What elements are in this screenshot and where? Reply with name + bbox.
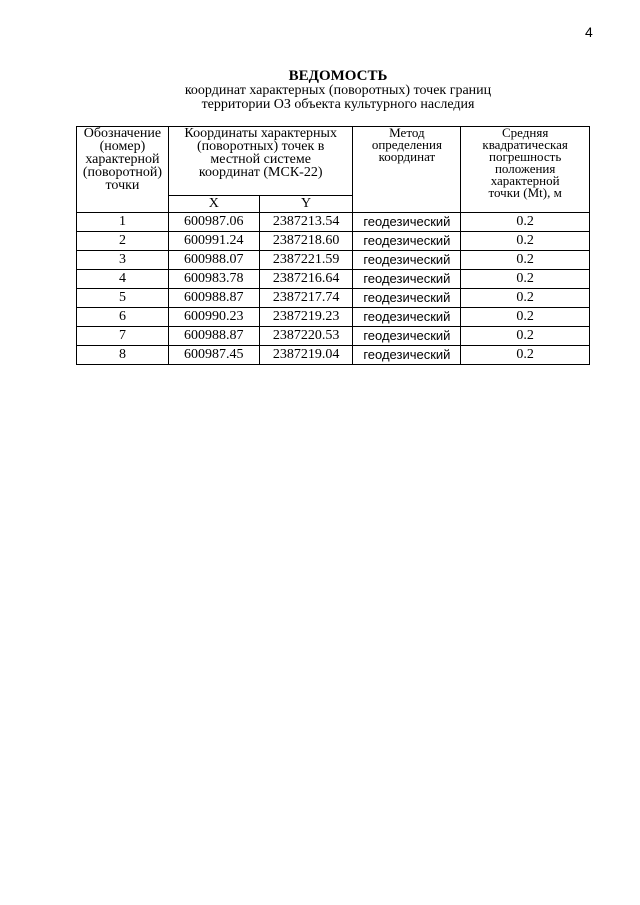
cell-y: 2387216.64 — [259, 270, 353, 289]
cell-error: 0.2 — [461, 308, 590, 327]
header-line: Обозначение — [83, 126, 162, 141]
header-line: погрешность — [489, 149, 562, 164]
cell-method: геодезический — [353, 251, 461, 270]
header-line: точки (Mt), м — [488, 185, 562, 200]
cell-number: 4 — [77, 270, 169, 289]
table-row — [77, 346, 590, 365]
cell-error: 0.2 — [461, 270, 590, 289]
header-designation — [77, 127, 169, 213]
table-row — [77, 251, 590, 270]
cell-method: геодезический — [353, 346, 461, 365]
title-line-1: координат характерных (поворотных) точек границ — [184, 83, 492, 98]
cell-error: 0.2 — [461, 251, 590, 270]
title-line-2: территории ОЗ объекта культурного наследия — [201, 97, 475, 112]
cell-error: 0.2 — [461, 289, 590, 308]
header-line: Метод — [389, 125, 425, 140]
cell-x: 600990.23 — [168, 308, 259, 327]
header-line: точки — [105, 178, 140, 193]
header-line: координат — [378, 149, 436, 164]
header-line: квадратическая — [482, 137, 568, 152]
cell-method: геодезический — [353, 289, 461, 308]
table-row — [77, 232, 590, 251]
header-line: координат (МСК-22) — [198, 165, 323, 180]
cell-method: геодезический — [353, 232, 461, 251]
cell-y: 2387219.04 — [259, 346, 353, 365]
cell-error: 0.2 — [461, 213, 590, 232]
header-line: положения — [494, 161, 556, 176]
cell-error: 0.2 — [461, 346, 590, 365]
cell-number: 6 — [77, 308, 169, 327]
cell-x: 600991.24 — [168, 232, 259, 251]
cell-x: 600987.06 — [168, 213, 259, 232]
cell-x: 600987.45 — [168, 346, 259, 365]
document-title — [0, 68, 640, 112]
header-line: местной системе — [210, 152, 311, 167]
table-row — [77, 289, 590, 308]
header-line: характерной — [85, 152, 160, 167]
cell-method: геодезический — [353, 213, 461, 232]
table-row — [77, 327, 590, 346]
header-x: X — [168, 196, 259, 213]
cell-number: 5 — [77, 289, 169, 308]
header-line: (номер) — [99, 139, 146, 154]
header-coordinates — [168, 127, 353, 196]
cell-y: 2387221.59 — [259, 251, 353, 270]
title-main: ВЕДОМОСТЬ — [288, 68, 388, 84]
header-line: (поворотных) точек в — [196, 139, 325, 154]
cell-x: 600988.87 — [168, 327, 259, 346]
cell-y: 2387213.54 — [259, 213, 353, 232]
cell-number: 7 — [77, 327, 169, 346]
cell-y: 2387219.23 — [259, 308, 353, 327]
coordinates-table — [76, 126, 590, 365]
table-row — [77, 308, 590, 327]
header-line: (поворотной) — [82, 165, 163, 180]
cell-x: 600988.87 — [168, 289, 259, 308]
page-number: 4 — [585, 24, 593, 40]
cell-error: 0.2 — [461, 327, 590, 346]
cell-error: 0.2 — [461, 232, 590, 251]
header-line: характерной — [490, 173, 560, 188]
cell-y: 2387220.53 — [259, 327, 353, 346]
cell-y: 2387217.74 — [259, 289, 353, 308]
cell-x: 600988.07 — [168, 251, 259, 270]
header-line: Координаты характерных — [184, 126, 337, 141]
table-row — [77, 270, 590, 289]
cell-number: 1 — [77, 213, 169, 232]
header-line: Средняя — [502, 125, 549, 140]
header-line: определения — [371, 137, 442, 152]
table-row — [77, 213, 590, 232]
cell-x: 600983.78 — [168, 270, 259, 289]
header-y: Y — [259, 196, 353, 213]
cell-number: 2 — [77, 232, 169, 251]
cell-y: 2387218.60 — [259, 232, 353, 251]
cell-method: геодезический — [353, 327, 461, 346]
header-error — [461, 127, 590, 213]
cell-number: 3 — [77, 251, 169, 270]
cell-method: геодезический — [353, 270, 461, 289]
cell-number: 8 — [77, 346, 169, 365]
header-method — [353, 127, 461, 213]
cell-method: геодезический — [353, 308, 461, 327]
